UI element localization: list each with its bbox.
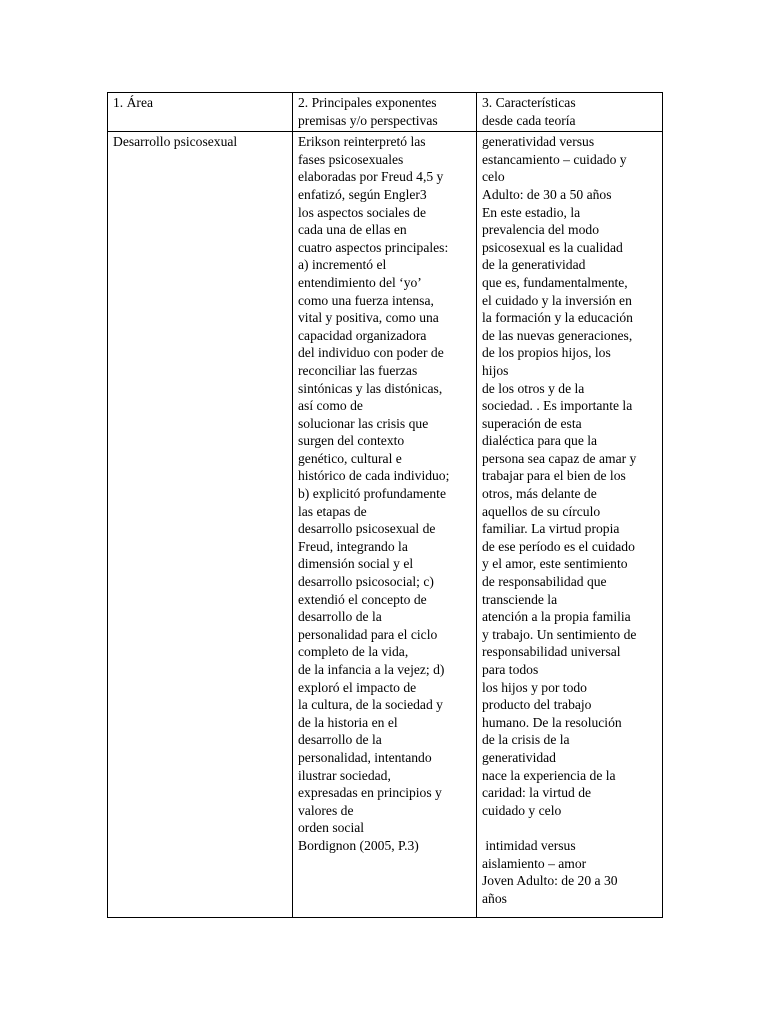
text-line: En este estadio, la <box>482 204 581 220</box>
header-area <box>108 93 293 132</box>
text-line: dialéctica para que la <box>482 433 598 449</box>
text-line: las etapas de <box>298 503 367 519</box>
cell-caracteristicas <box>477 132 663 918</box>
table-row <box>108 132 663 918</box>
text-line: humano. De la resolución <box>482 714 622 730</box>
text-line: Joven Adulto: de 20 a 30 <box>482 873 618 889</box>
text-line: la formación y la educación <box>482 310 633 326</box>
text-line <box>482 819 658 837</box>
text-line: atención a la propia familia <box>482 609 631 625</box>
text-line: de las nuevas generaciones, <box>482 327 633 343</box>
text-line: Desarrollo psicosexual <box>113 134 238 150</box>
text-line: generatividad <box>482 749 556 765</box>
text-line: como una fuerza intensa, <box>298 292 434 308</box>
text-line: enfatizó, según Engler3 <box>298 186 427 202</box>
text-line: otros, más delante de <box>482 486 597 502</box>
cell-exponentes <box>293 132 477 918</box>
text-line: completo de la vida, <box>298 644 409 660</box>
text-line: dimensión social y el <box>298 556 414 572</box>
text-line: de responsabilidad que <box>482 574 607 590</box>
text-line: surgen del contexto <box>298 433 405 449</box>
text-line: a) incrementó el <box>298 257 387 273</box>
text-line: personalidad para el ciclo <box>298 626 438 642</box>
text-line: histórico de cada individuo; <box>298 468 450 484</box>
text-line: desarrollo psicosocial; c) <box>298 574 434 590</box>
text-line: solucionar las crisis que <box>298 415 429 431</box>
text-line: exploró el impacto de <box>298 679 417 695</box>
text-line: desde cada teoría <box>482 112 576 128</box>
text-line: y el amor, este sentimiento <box>482 556 628 572</box>
text-line: los aspectos sociales de <box>298 204 426 220</box>
text-line: nace la experiencia de la <box>482 767 616 783</box>
text-line: extendió el concepto de <box>298 591 427 607</box>
text-line: de ese período es el cuidado <box>482 538 635 554</box>
text-line: generatividad versus <box>482 134 595 150</box>
text-line: cuidado y celo <box>482 802 562 818</box>
text-line: capacidad organizadora <box>298 327 427 343</box>
text-line: 3. Características <box>482 95 576 110</box>
text-line: aquellos de su círculo <box>482 503 601 519</box>
text-line: el cuidado y la inversión en <box>482 292 632 308</box>
text-line: cuatro aspectos principales: <box>298 239 449 255</box>
text-line: de los otros y de la <box>482 380 585 396</box>
theory-table <box>107 92 663 918</box>
text-line: entendimiento del ‘yo’ <box>298 274 422 290</box>
text-line: de la historia en el <box>298 714 398 730</box>
text-line: Freud, integrando la <box>298 538 408 554</box>
text-line: para todos <box>482 662 539 677</box>
text-line: caridad: la virtud de <box>482 785 592 801</box>
header-row <box>108 93 663 132</box>
text-line: celo <box>482 169 505 185</box>
text-line: desarrollo de la <box>298 732 382 748</box>
text-line: valores de <box>298 802 354 818</box>
text-line: de la crisis de la <box>482 732 570 748</box>
text-line: 2. Principales exponentes <box>298 95 437 110</box>
text-line: desarrollo psicosexual de <box>298 521 436 537</box>
text-line: vital y positiva, como una <box>298 310 439 326</box>
text-line: genético, cultural e <box>298 450 402 466</box>
text-line: reconciliar las fuerzas <box>298 362 418 378</box>
cell-area <box>108 132 293 918</box>
header-exponentes <box>293 93 477 132</box>
text-line: psicosexual es la cualidad <box>482 239 623 255</box>
text-line: hijos <box>482 362 509 378</box>
text-line: transciende la <box>482 591 558 607</box>
text-line: trabajar para el bien de los <box>482 468 626 484</box>
text-line: así como de <box>298 398 363 414</box>
text-line: la cultura, de la sociedad y <box>298 697 443 713</box>
text-line: que es, fundamentalmente, <box>482 274 628 290</box>
text-line: y trabajo. Un sentimiento de <box>482 626 637 642</box>
text-line: premisas y/o perspectivas <box>298 112 438 128</box>
text-line: familiar. La virtud propia <box>482 521 620 537</box>
text-line: desarrollo de la <box>298 609 382 625</box>
text-line: los hijos y por todo <box>482 679 587 695</box>
text-line: responsabilidad universal <box>482 644 621 660</box>
text-line: del individuo con poder de <box>298 345 444 361</box>
text-line: elaboradas por Freud 4,5 y <box>298 169 444 185</box>
header-caracteristicas <box>477 93 663 132</box>
text-line: producto del trabajo <box>482 697 592 713</box>
text-line: sociedad. . Es importante la <box>482 398 633 414</box>
text-line: orden social <box>298 820 365 836</box>
text-line: persona sea capaz de amar y <box>482 450 637 466</box>
text-line: aislamiento – amor <box>482 855 587 871</box>
text-line: intimidad versus <box>482 837 576 853</box>
text-line: superación de esta <box>482 415 582 431</box>
text-line: cada una de ellas en <box>298 222 407 238</box>
text-line: de los propios hijos, los <box>482 345 611 361</box>
text-line: Erikson reinterpretó las <box>298 134 426 150</box>
text-line: 1. Área <box>113 95 154 110</box>
text-line: fases psicosexuales <box>298 151 404 167</box>
text-line: Bordignon (2005, P.3) <box>298 837 419 853</box>
text-line: años <box>482 890 507 906</box>
text-line: prevalencia del modo <box>482 222 600 238</box>
text-line: de la infancia a la vejez; d) <box>298 662 445 677</box>
text-line: ilustrar sociedad, <box>298 767 391 783</box>
text-line: Adulto: de 30 a 50 años <box>482 186 612 202</box>
text-line: estancamiento – cuidado y <box>482 151 627 167</box>
text-line: b) explicitó profundamente <box>298 486 446 502</box>
text-line: personalidad, intentando <box>298 749 432 765</box>
text-line: sintónicas y las distónicas, <box>298 380 443 396</box>
text-line: expresadas en principios y <box>298 785 442 801</box>
text-line: de la generatividad <box>482 257 586 273</box>
